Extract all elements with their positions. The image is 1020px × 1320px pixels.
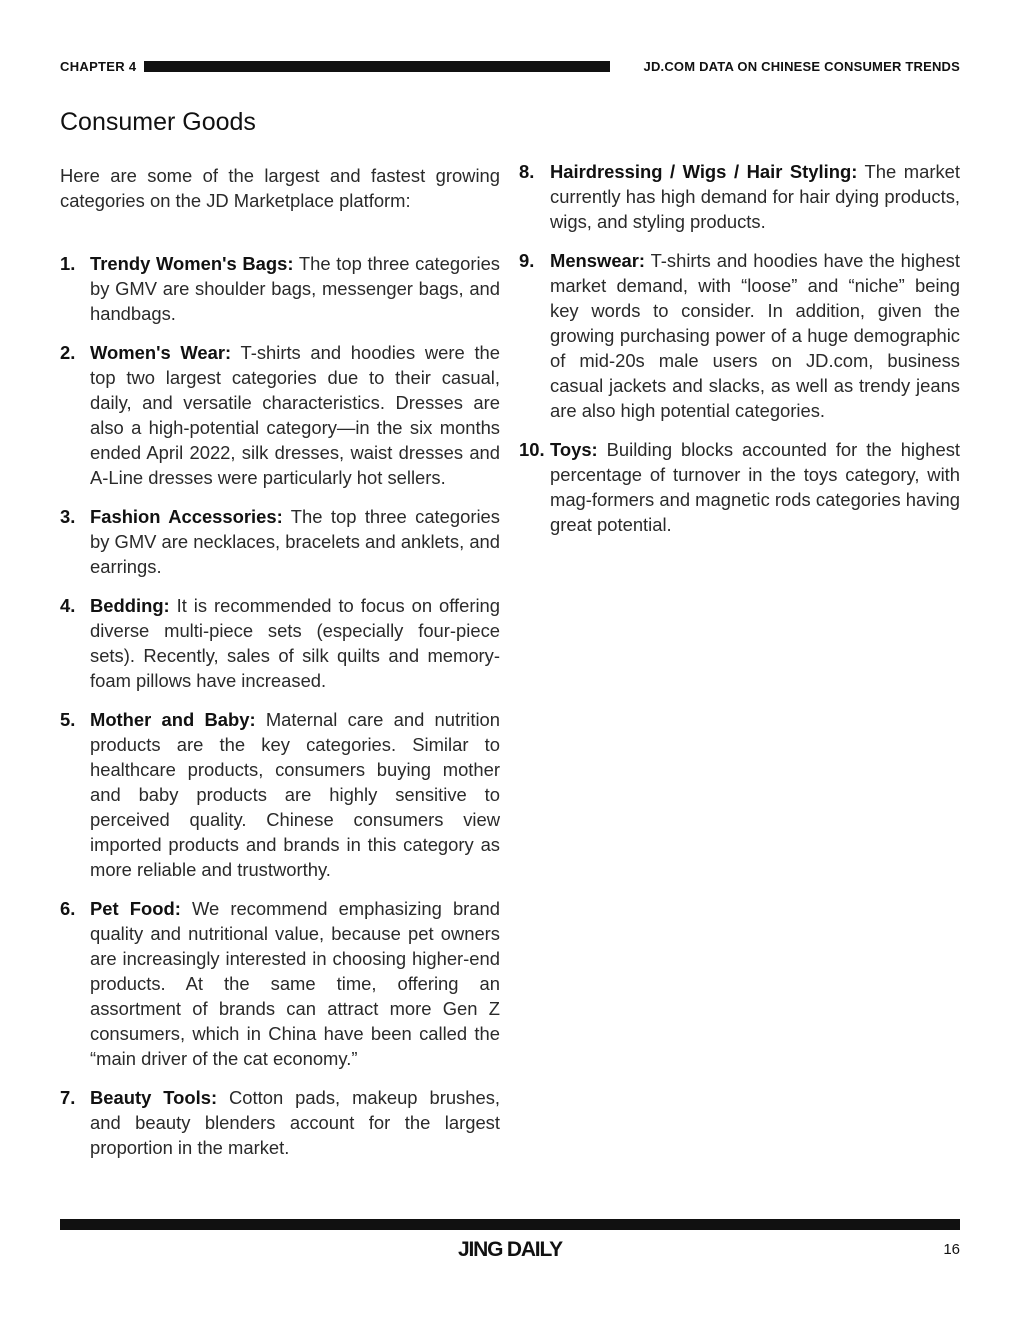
footer-rule (60, 1219, 960, 1230)
section-label: JD.COM DATA ON CHINESE CONSUMER TRENDS (643, 58, 960, 74)
item-heading: Mother and Baby: (90, 709, 256, 730)
item-text: T-shirts and hoodies were the top two largest categories due to their casual, daily, and versatile characteristics. Dresses are also a high-potential category—in the six months ended April 2022, silk dresses, waist dresses and A-Line dresses were particularly hot sellers. (90, 342, 501, 488)
list-item (60, 707, 500, 882)
item-heading: Bedding: (90, 595, 170, 616)
list-item (60, 896, 500, 1071)
right-column (519, 159, 960, 551)
item-heading: Menswear: (550, 250, 646, 271)
list-item (519, 159, 960, 234)
item-number: 7. (60, 1087, 76, 1108)
item-text: Cotton pads, makeup brushes, and beauty blenders account for the largest proportion in the market. (90, 1087, 501, 1158)
category-list-left (60, 251, 500, 1160)
item-text: The top three categories by GMV are shoulder bags, messenger bags, and handbags. (90, 253, 500, 324)
item-text: T-shirts and hoodies have the highest market demand, with “loose” and “niche” being key words to consider. In addition, given the growing purchasing power of a huge demographic of mid-20s male users on JD.com, business casual jackets and slacks, as well as trendy jeans are also high potential categories. (550, 250, 960, 421)
item-number: 8. (519, 161, 535, 182)
item-number: 1. (60, 253, 76, 274)
category-list-right (519, 159, 960, 537)
item-number: 2. (60, 342, 76, 363)
item-text: We recommend emphasizing brand quality and nutritional value, because pet owners are increasingly interested in choosing higher-end products. At the same time, offering an assortment of brands can attract more Gen Z consumers, which in China have been called the “main driver of the cat economy.” (90, 898, 500, 1069)
item-text: The market currently has high demand for hair dying products, wigs, and styling products. (550, 161, 960, 232)
list-item (60, 251, 500, 326)
list-item (519, 437, 960, 537)
list-item (60, 593, 500, 693)
item-text: Building blocks accounted for the highest percentage of turnover in the toys category, with mag-formers and magnetic rods categories having great potential. (550, 439, 960, 535)
item-text: The top three categories by GMV are necklaces, bracelets and anklets, and earrings. (90, 506, 500, 577)
item-number: 10. (519, 439, 545, 460)
item-number: 4. (60, 595, 76, 616)
page-number: 16 (943, 1241, 960, 1258)
list-item (60, 504, 500, 579)
item-number: 9. (519, 250, 535, 271)
chapter-label: CHAPTER 4 (60, 58, 137, 74)
jing-daily-logo: JING DAILY (458, 1238, 562, 1261)
item-number: 6. (60, 898, 76, 919)
list-item (60, 1085, 500, 1160)
item-heading: Pet Food: (90, 898, 181, 919)
item-text: It is recommended to focus on offering diverse multi-piece sets (especially four-piece sets). Recently, sales of silk quilts and memory-foam pillows have increased. (90, 595, 500, 691)
item-heading: Hairdressing / Wigs / Hair Styling: (550, 161, 858, 182)
item-number: 5. (60, 709, 76, 730)
item-heading: Women's Wear: (90, 342, 232, 363)
header-rule (144, 61, 610, 72)
page-header (60, 58, 960, 74)
item-text: Maternal care and nutrition products are the key categories. Similar to healthcare products, consumers buying mother and baby products are highly sensitive to perceived quality. Chinese consumers view imported products and brands in this category as more reliable and trustworthy. (90, 709, 500, 880)
intro-paragraph: Here are some of the largest and fastest growing categories on the JD Marketplace platform: (60, 165, 500, 211)
item-number: 3. (60, 506, 76, 527)
item-heading: Beauty Tools: (90, 1087, 218, 1108)
list-item (60, 340, 500, 490)
list-item (519, 248, 960, 423)
page-title: Consumer Goods (60, 108, 256, 136)
item-heading: Trendy Women's Bags: (90, 253, 294, 274)
item-heading: Toys: (550, 439, 598, 460)
item-heading: Fashion Accessories: (90, 506, 283, 527)
left-column (60, 163, 500, 1174)
